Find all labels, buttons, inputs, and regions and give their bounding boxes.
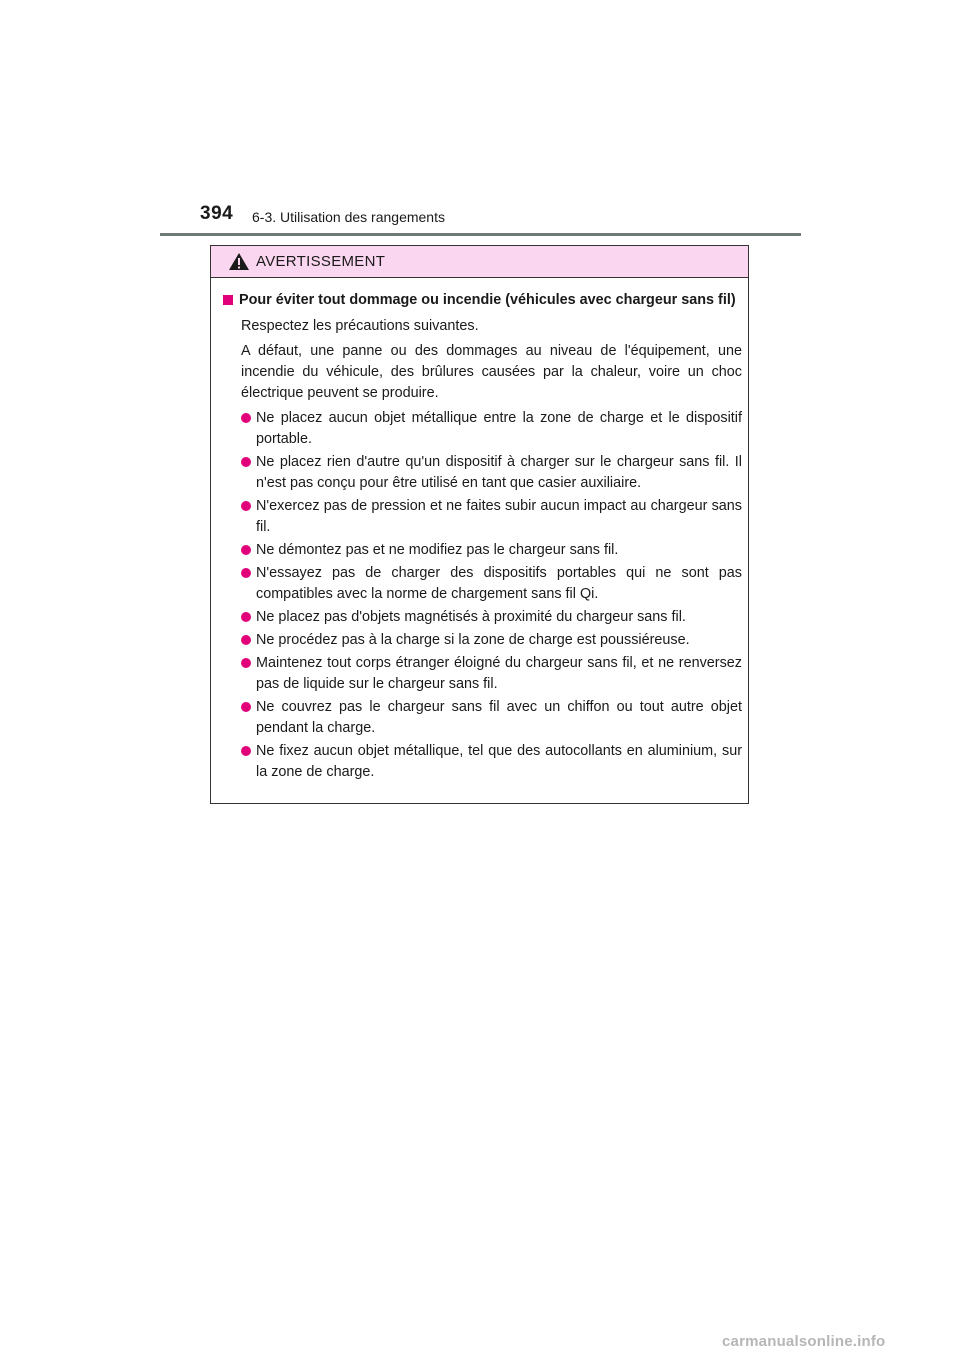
list-item xyxy=(241,540,742,561)
page-number: 394 xyxy=(200,203,234,224)
bullet-dot-icon xyxy=(241,612,251,622)
list-item xyxy=(241,607,742,628)
bullet-text: Ne couvrez pas le chargeur sans fil avec un chiffon ou tout autre objet pendant la charge. xyxy=(256,699,742,736)
bullet-text: Ne procédez pas à la charge si la zone de charge est poussiéreuse. xyxy=(256,632,690,648)
warning-description: A défaut, une panne ou des dommages au niveau de l'équipement, une incendie du véhicule, des brûlures causées par la chaleur, voire un choc électrique peuvent se produire. xyxy=(241,343,742,401)
warning-bullet-list xyxy=(223,408,742,783)
bullet-dot-icon xyxy=(241,746,251,756)
list-item xyxy=(241,741,742,783)
warning-intro: Respectez les précautions suivantes. xyxy=(241,318,479,334)
list-item xyxy=(241,563,742,605)
bullet-dot-icon xyxy=(241,635,251,645)
bullet-text: Ne placez pas d'objets magnétisés à proximité du chargeur sans fil. xyxy=(256,609,686,625)
list-item xyxy=(241,630,742,651)
bullet-dot-icon xyxy=(241,413,251,423)
bullet-dot-icon xyxy=(241,457,251,467)
list-item xyxy=(241,452,742,494)
bullet-text: Maintenez tout corps étranger éloigné du chargeur sans fil, et ne renversez pas de liquide sur le chargeur sans fil. xyxy=(256,655,742,692)
bullet-dot-icon xyxy=(241,702,251,712)
list-item xyxy=(241,653,742,695)
warning-title: AVERTISSEMENT xyxy=(256,253,386,270)
bullet-dot-icon xyxy=(241,501,251,511)
header-rule xyxy=(160,233,801,236)
watermark-link[interactable]: carmanualsonline.info xyxy=(722,1333,886,1350)
bullet-text: Ne placez aucun objet métallique entre la zone de charge et le dispositif portable. xyxy=(256,410,742,447)
warning-heading-row xyxy=(223,290,742,311)
bullet-text: N'essayez pas de charger des dispositifs portables qui ne sont pas compatibles avec la norme de chargement sans fil Qi. xyxy=(256,565,742,602)
section-title: 6-3. Utilisation des rangements xyxy=(252,209,445,225)
bullet-text: Ne démontez pas et ne modifiez pas le chargeur sans fil. xyxy=(256,542,619,558)
square-bullet-icon xyxy=(223,295,233,305)
warning-header xyxy=(211,246,748,278)
bullet-dot-icon xyxy=(241,545,251,555)
warning-triangle-icon xyxy=(228,252,250,271)
bullet-dot-icon xyxy=(241,658,251,668)
bullet-text: Ne placez rien d'autre qu'un dispositif à charger sur le chargeur sans fil. Il n'est pas conçu pour être utilisé en tant que casier auxiliaire. xyxy=(256,454,742,491)
warning-body xyxy=(211,278,748,783)
bullet-dot-icon xyxy=(241,568,251,578)
warning-box xyxy=(210,245,749,804)
bullet-text: Ne fixez aucun objet métallique, tel que des autocollants en aluminium, sur la zone de charge. xyxy=(256,743,742,780)
list-item xyxy=(241,496,742,538)
list-item xyxy=(241,697,742,739)
bullet-text: N'exercez pas de pression et ne faites subir aucun impact au chargeur sans fil. xyxy=(256,498,742,535)
list-item xyxy=(241,408,742,450)
warning-heading: Pour éviter tout dommage ou incendie (véhicules avec chargeur sans fil) xyxy=(239,292,736,308)
